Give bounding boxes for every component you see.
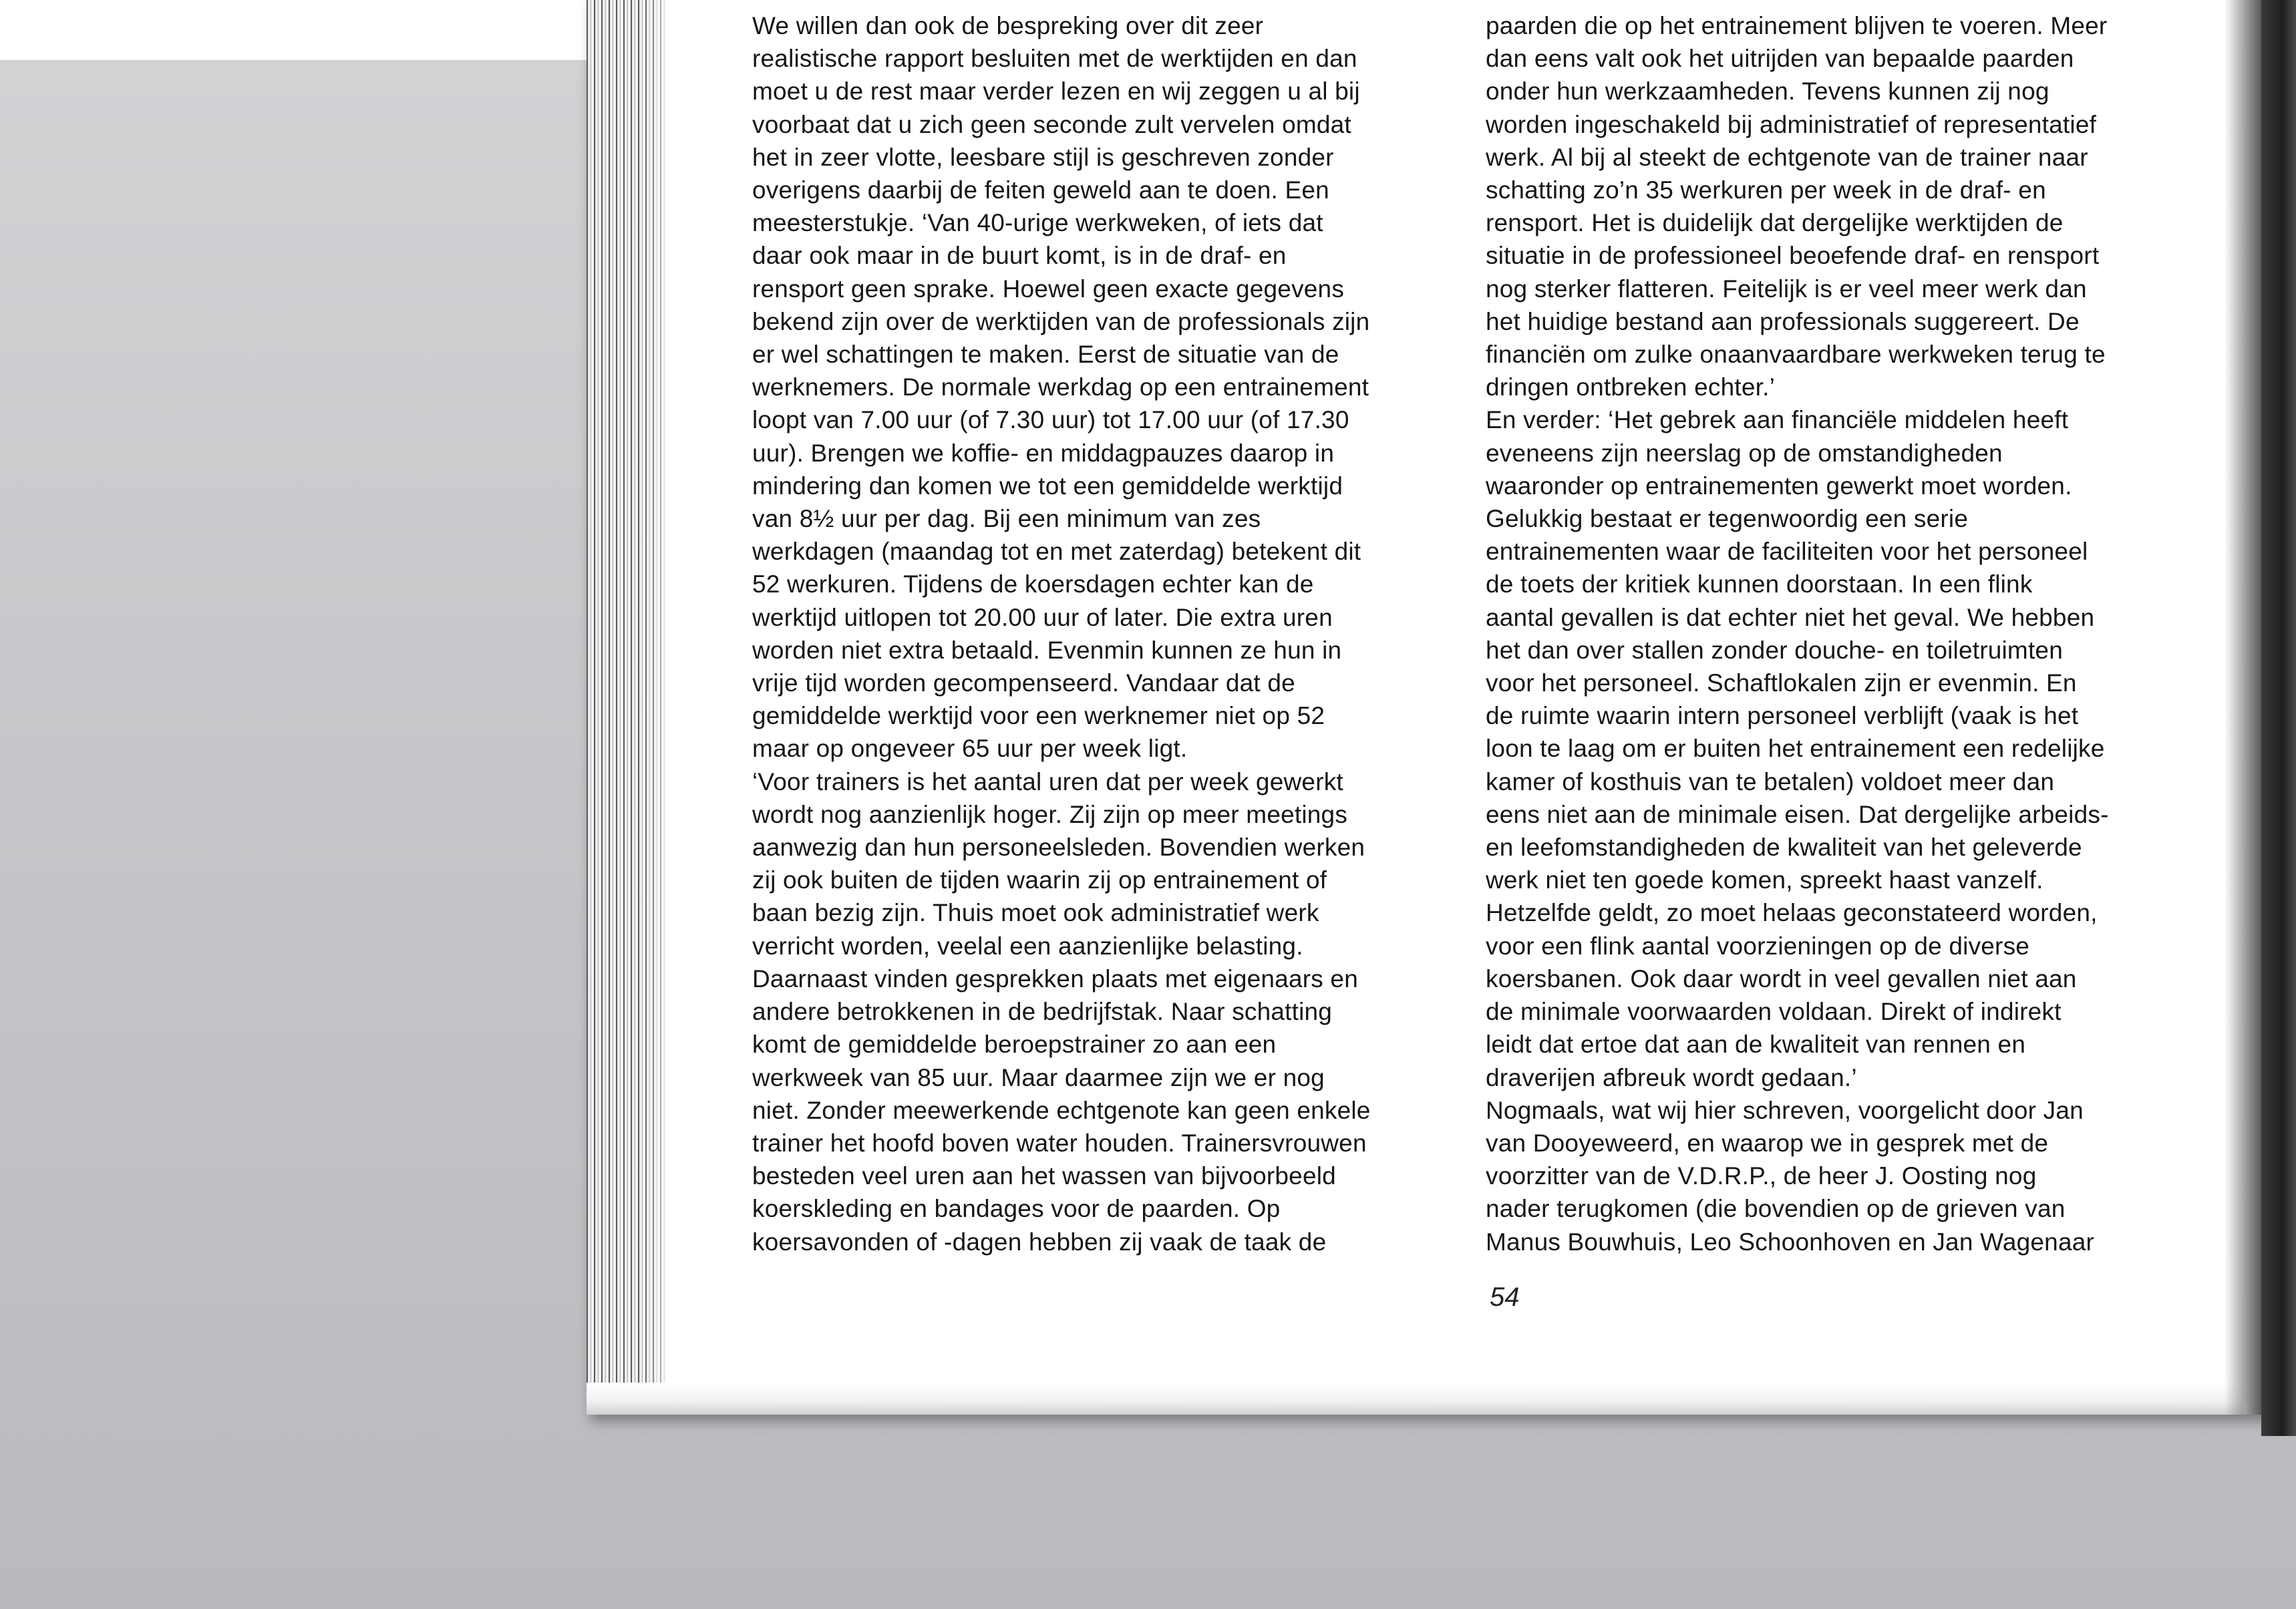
text-line: Manus Bouwhuis, Leo Schoonhoven en Jan Wagenaar [1486,1228,2095,1256]
page-bottom-edge [587,1383,2243,1415]
text-line: uur). Brengen we koffie- en middagpauzes daarop in [752,439,1335,467]
text-line: voor het personeel. Schaftlokalen zijn er evenmin. En [1486,669,2077,697]
text-line: Gelukkig bestaat er tegenwoordig een serie [1486,505,1969,533]
text-line: voorbaat dat u zich geen seconde zult vervelen omdat [752,110,1351,138]
text-line: koersbanen. Ook daar wordt in veel gevallen niet aan [1486,964,2077,993]
text-line: rensport. Het is duidelijk dat dergelijke werktijden de [1486,209,2064,237]
text-line: vrije tijd worden gecompenseerd. Vandaar dat de [752,669,1295,697]
text-line: komt de gemiddelde beroepstrainer zo aan een [752,1031,1277,1059]
text-line: mindering dan komen we tot een gemiddelde werktijd [752,472,1343,500]
text-line: rensport geen sprake. Hoewel geen exacte gegevens [752,275,1345,303]
left-text-column [752,9,1474,1258]
text-line: voor een flink aantal voorzieningen op de diverse [1486,932,2030,960]
text-line: worden niet extra betaald. Evenmin kunnen ze hun in [752,636,1342,664]
text-line: eens niet aan de minimale eisen. Dat dergelijke arbeids- [1486,800,2109,828]
text-line: aantal gevallen is dat echter niet het geval. We hebben [1486,603,2095,631]
text-line: de toets der kritiek kunnen doorstaan. In een flink [1486,570,2033,598]
text-line: dringen ontbreken echter.’ [1486,373,1776,401]
text-line: situatie in de professioneel beoefende draf- en rensport [1486,242,2100,270]
text-line: loopt van 7.00 uur (of 7.30 uur) tot 17.00 uur (of 17.30 [752,406,1349,434]
text-line: daar ook maar in de buurt komt, is in de draf- en [752,242,1287,270]
text-line: baan bezig zijn. Thuis moet ook administratief werk [752,899,1319,927]
text-line: maar op ongeveer 65 uur per week ligt. [752,735,1188,763]
text-line: besteden veel uren aan het wassen van bijvoorbeeld [752,1162,1336,1190]
text-line: waaronder op entrainementen gewerkt moet worden. [1486,472,2072,500]
page-edges-fade [641,0,681,1415]
text-line: nader terugkomen (die bovendien op de grieven van [1486,1195,2066,1223]
text-line: ‘Voor trainers is het aantal uren dat per week gewerkt [752,767,1343,795]
text-line: financiën om zulke onaanvaardbare werkweken terug te [1486,341,2106,369]
text-line: verricht worden, veelal een aanzienlijke belasting. [752,932,1303,960]
text-line: eveneens zijn neerslag op de omstandigheden [1486,439,2003,467]
text-line: entrainementen waar de faciliteiten voor het personeel [1486,538,2088,566]
text-line: van 8½ uur per dag. Bij een minimum van zes [752,505,1261,533]
text-line: trainer het hoofd boven water houden. Trainersvrouwen [752,1129,1367,1157]
text-line: werknemers. De normale werkdag op een entrainement [752,373,1369,401]
text-line: aanwezig dan hun personeelsleden. Bovendien werken [752,834,1365,862]
text-line: dan eens valt ook het uitrijden van bepaalde paarden [1486,45,2074,73]
text-line: onder hun werkzaamheden. Tevens kunnen zij nog [1486,77,2049,106]
text-line: het huidige bestand aan professionals suggereert. De [1486,307,2080,335]
text-line: loon te laag om er buiten het entrainement een redelijke [1486,735,2105,763]
text-line: er wel schattingen te maken. Eerst de situatie van de [752,341,1339,369]
text-line: bekend zijn over de werktijden van de professionals zijn [752,307,1370,335]
text-line: werk niet ten goede komen, spreekt haast vanzelf. [1486,866,2043,894]
text-line: wordt nog aanzienlijk hoger. Zij zijn op meer meetings [752,800,1348,828]
book-spine [2261,0,2296,1436]
text-line: het in zeer vlotte, leesbare stijl is geschreven zonder [752,143,1334,171]
text-line: En verder: ‘Het gebrek aan financiële middelen heeft [1486,406,2069,434]
text-line: de ruimte waarin intern personeel verblijft (vaak is het [1486,702,2079,730]
text-line: Daarnaast vinden gesprekken plaats met eigenaars en [752,964,1358,993]
text-line: werkweek van 85 uur. Maar daarmee zijn we er nog [752,1063,1325,1091]
text-line: het dan over stallen zonder douche- en toiletruimten [1486,636,2063,664]
text-line: andere betrokkenen in de bedrijfstak. Naar schatting [752,998,1333,1026]
text-line: gemiddelde werktijd voor een werknemer niet op 52 [752,702,1325,730]
text-line: kamer of kosthuis van te betalen) voldoet meer dan [1486,767,2055,795]
text-line: werkdagen (maandag tot en met zaterdag) betekent dit [752,538,1361,566]
text-line: Nogmaals, wat wij hier schreven, voorgelicht door Jan [1486,1096,2084,1124]
text-line: moet u de rest maar verder lezen en wij zeggen u al bij [752,77,1360,106]
text-line: Hetzelfde geldt, zo moet helaas geconstateerd worden, [1486,899,2098,927]
text-line: voorzitter van de V.D.R.P., de heer J. Oosting nog [1486,1162,2037,1190]
text-line: werktijd uitlopen tot 20.00 uur of later. Die extra uren [752,603,1333,631]
text-line: nog sterker flatteren. Feitelijk is er veel meer werk dan [1486,275,2087,303]
text-line: paarden die op het entrainement blijven te voeren. Meer [1486,12,2108,39]
text-line: We willen dan ook de bespreking over dit zeer [752,12,1264,39]
text-line: realistische rapport besluiten met de werktijden en dan [752,45,1357,73]
text-line: niet. Zonder meewerkende echtgenote kan geen enkele [752,1096,1371,1124]
text-line: overigens daarbij de feiten geweld aan te doen. Een [752,176,1329,204]
text-line: leidt dat ertoe dat aan de kwaliteit van rennen en [1486,1031,2026,1059]
text-line: de minimale voorwaarden voldaan. Direkt of indirekt [1486,998,2062,1026]
right-text-column [1486,9,2207,1258]
text-line: schatting zo’n 35 werkuren per week in de draf- en [1486,176,2046,204]
text-line: van Dooyeweerd, en waarop we in gesprek met de [1486,1129,2049,1157]
text-line: draverijen afbreuk wordt gedaan.’ [1486,1063,1857,1091]
text-line: koersavonden of -dagen hebben zij vaak de taak de [752,1228,1327,1256]
text-line: 52 werkuren. Tijdens de koersdagen echter kan de [752,570,1314,598]
text-line: en leefomstandigheden de kwaliteit van het geleverde [1486,834,2082,862]
text-line: werk. Al bij al steekt de echtgenote van de trainer naar [1486,143,2088,171]
text-line: worden ingeschakeld bij administratief of representatief [1486,110,2097,138]
page-number: 54 [1490,1282,1520,1312]
text-line: meesterstukje. ‘Van 40-urige werkweken, of iets dat [752,209,1323,237]
text-line: koerskleding en bandages voor de paarden. Op [752,1195,1281,1223]
text-line: zij ook buiten de tijden waarin zij op entrainement of [752,866,1327,894]
